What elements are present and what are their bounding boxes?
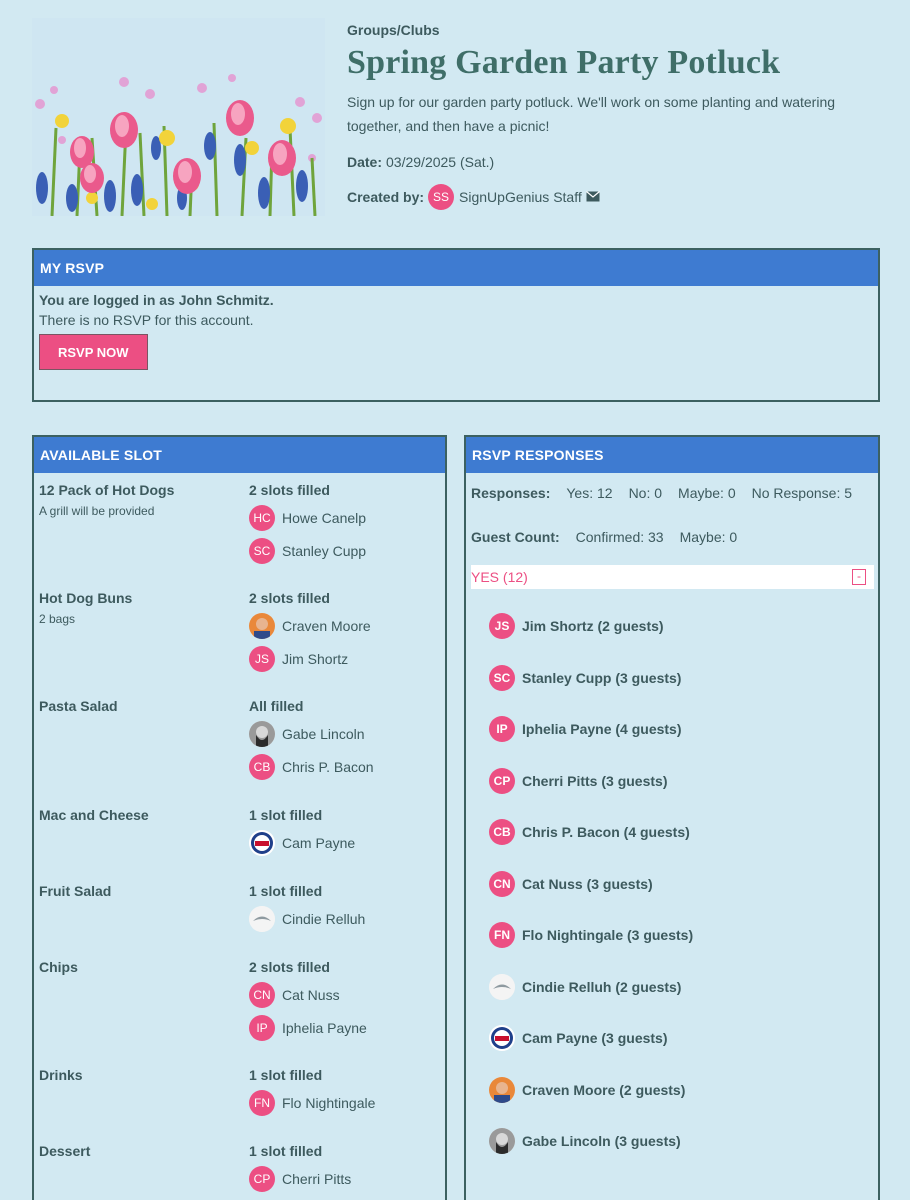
- vote-badge-icon: [249, 830, 275, 856]
- responses-none: No Response: 5: [751, 485, 853, 501]
- slot-status: 1 slot filled: [249, 883, 323, 899]
- person-name: Stanley Cupp: [282, 542, 367, 559]
- avatar: FN: [489, 922, 515, 948]
- responses-label: Responses:: [471, 485, 551, 501]
- response-item: [489, 716, 873, 742]
- avatar: IP: [249, 1015, 275, 1041]
- slot-item: [39, 807, 444, 851]
- slot-name: Drinks: [39, 1067, 83, 1083]
- slot-person: [249, 829, 355, 856]
- response-name: Cindie Relluh (2 guests): [522, 978, 682, 995]
- vote-badge-icon: [489, 1025, 515, 1051]
- response-item: [489, 819, 873, 845]
- slot-name: Hot Dog Buns: [39, 590, 133, 606]
- response-item: [489, 871, 873, 897]
- responses-summary: [471, 481, 873, 505]
- response-name: Chris P. Bacon (4 guests): [522, 824, 690, 840]
- event-category: Groups/Clubs: [347, 22, 440, 38]
- responses-yes: Yes: 12: [566, 485, 613, 501]
- response-item: [489, 613, 873, 639]
- response-item: [489, 974, 873, 1000]
- no-rsvp-text: There is no RSVP for this account.: [39, 312, 254, 328]
- slot-name: Mac and Cheese: [39, 807, 149, 823]
- my-rsvp-header: MY RSVP: [34, 250, 878, 286]
- slot-item: [39, 698, 444, 775]
- slot-status: 1 slot filled: [249, 1067, 323, 1083]
- person-name: Chris P. Bacon: [282, 758, 374, 775]
- slot-item: [39, 482, 444, 559]
- avatar: IP: [489, 716, 515, 742]
- slot-status: 2 slots filled: [249, 590, 330, 606]
- slot-name: Pasta Salad: [39, 698, 118, 714]
- response-name: Iphelia Payne (4 guests): [522, 721, 682, 737]
- guest-maybe: Maybe: 0: [679, 529, 738, 545]
- response-item: [489, 665, 873, 691]
- person-name: Gabe Lincoln: [282, 725, 365, 742]
- slot-status: 2 slots filled: [249, 482, 330, 498]
- avatar: CP: [489, 768, 515, 794]
- avatar: HC: [249, 505, 275, 531]
- available-slot-header: AVAILABLE SLOT: [34, 437, 445, 473]
- available-slot-panel: [32, 435, 447, 1200]
- avatar: FN: [249, 1090, 275, 1116]
- person-name: Cherri Pitts: [282, 1170, 352, 1187]
- event-header: [347, 22, 887, 210]
- slot-person: [249, 645, 371, 672]
- slot-name: Chips: [39, 959, 78, 975]
- slot-item: [39, 959, 444, 1036]
- responses-no: No: 0: [628, 485, 663, 501]
- slot-person: [249, 1165, 351, 1192]
- logged-in-text: You are logged in as John Schmitz.: [39, 292, 274, 308]
- slot-name: 12 Pack of Hot Dogs: [39, 482, 175, 498]
- event-title: Spring Garden Party Potluck: [347, 44, 781, 81]
- yes-group-toggle[interactable]: [471, 565, 874, 589]
- avatar: JS: [489, 613, 515, 639]
- person-name: Howe Canelp: [282, 509, 367, 526]
- response-name: Cherri Pitts (3 guests): [522, 772, 668, 789]
- slot-status: 1 slot filled: [249, 807, 323, 823]
- response-name: Cat Nuss (3 guests): [522, 875, 653, 892]
- date-value: 03/29/2025 (Sat.): [386, 154, 495, 170]
- avatar: SC: [489, 665, 515, 691]
- slot-name: Dessert: [39, 1143, 91, 1159]
- slot-note: A grill will be provided: [39, 504, 155, 518]
- slot-person: [249, 981, 367, 1008]
- avatar-photo: [489, 1077, 515, 1103]
- slot-person: [249, 537, 366, 564]
- slot-person: [249, 753, 374, 780]
- slot-fill-info: [249, 959, 367, 1041]
- slot-item: [39, 1067, 444, 1111]
- guest-confirmed: Confirmed: 33: [575, 529, 664, 545]
- slot-person: [249, 612, 371, 639]
- person-name: Flo Nightingale: [282, 1094, 376, 1111]
- slot-name: Fruit Salad: [39, 883, 112, 899]
- rsvp-now-button[interactable]: RSVP NOW: [39, 334, 148, 370]
- avatar-photo: [249, 721, 275, 747]
- rsvp-responses-header: RSVP RESPONSES: [466, 437, 878, 473]
- person-name: Cat Nuss: [282, 986, 340, 1003]
- slot-item: [39, 590, 444, 667]
- avatar: JS: [249, 646, 275, 672]
- creator-name[interactable]: SignUpGenius Staff: [459, 189, 582, 205]
- collapse-icon[interactable]: -: [852, 569, 866, 585]
- slot-fill-info: [249, 807, 355, 856]
- avatar: CP: [249, 1166, 275, 1192]
- avatar: SC: [249, 538, 275, 564]
- response-name: Jim Shortz (2 guests): [522, 618, 664, 634]
- person-name: Cindie Relluh: [282, 910, 366, 927]
- person-name: Jim Shortz: [282, 650, 349, 667]
- avatar: CN: [489, 871, 515, 897]
- event-description: Sign up for our garden party potluck. We'll work on some planting and watering together, and then have a picnic!: [347, 94, 836, 134]
- rsvp-responses-panel: [464, 435, 880, 1200]
- event-image: [32, 18, 325, 216]
- response-item: [489, 1077, 873, 1103]
- response-name: Stanley Cupp (3 guests): [522, 669, 682, 686]
- response-list: [471, 613, 873, 1154]
- event-date: [347, 154, 887, 170]
- avatar-photo: [249, 613, 275, 639]
- created-label: Created by:: [347, 189, 425, 205]
- person-name: Cam Payne: [282, 834, 356, 851]
- slot-person: [249, 720, 374, 747]
- slot-item: [39, 1143, 444, 1187]
- slot-fill-info: [249, 698, 374, 780]
- slot-person: [249, 905, 365, 932]
- response-item: [489, 1025, 873, 1051]
- response-name: Craven Moore (2 guests): [522, 1081, 686, 1098]
- person-name: Craven Moore: [282, 617, 371, 634]
- slot-person: [249, 504, 366, 531]
- my-rsvp-panel: [32, 248, 880, 402]
- slot-fill-info: [249, 482, 366, 564]
- creator-avatar: SS: [428, 184, 454, 210]
- slot-fill-info: [249, 1067, 375, 1116]
- bird-icon: [489, 974, 515, 1000]
- slot-item: [39, 883, 444, 927]
- slot-fill-info: [249, 883, 365, 932]
- mail-icon[interactable]: [586, 189, 600, 205]
- response-item: [489, 922, 873, 948]
- slot-status: 1 slot filled: [249, 1143, 323, 1159]
- avatar: CB: [489, 819, 515, 845]
- slot-note: 2 bags: [39, 612, 76, 626]
- slot-status: 2 slots filled: [249, 959, 330, 975]
- response-item: [489, 1128, 873, 1154]
- slot-person: [249, 1089, 375, 1116]
- event-creator: [347, 184, 887, 210]
- response-name: Cam Payne (3 guests): [522, 1030, 668, 1046]
- guest-count: [471, 529, 873, 545]
- response-name: Flo Nightingale (3 guests): [522, 927, 694, 943]
- slot-status: All filled: [249, 698, 304, 714]
- person-name: Iphelia Payne: [282, 1019, 367, 1036]
- slot-fill-info: [249, 590, 371, 672]
- slot-fill-info: [249, 1143, 351, 1192]
- response-item: [489, 768, 873, 794]
- slot-person: [249, 1014, 367, 1041]
- bird-icon: [249, 906, 275, 932]
- guest-count-label: Guest Count:: [471, 529, 560, 545]
- avatar: CN: [249, 982, 275, 1008]
- responses-maybe: Maybe: 0: [678, 485, 736, 501]
- avatar: CB: [249, 754, 275, 780]
- yes-group-label: YES (12): [471, 569, 528, 585]
- response-name: Gabe Lincoln (3 guests): [522, 1133, 681, 1149]
- avatar-photo: [489, 1128, 515, 1154]
- date-label: Date:: [347, 154, 383, 170]
